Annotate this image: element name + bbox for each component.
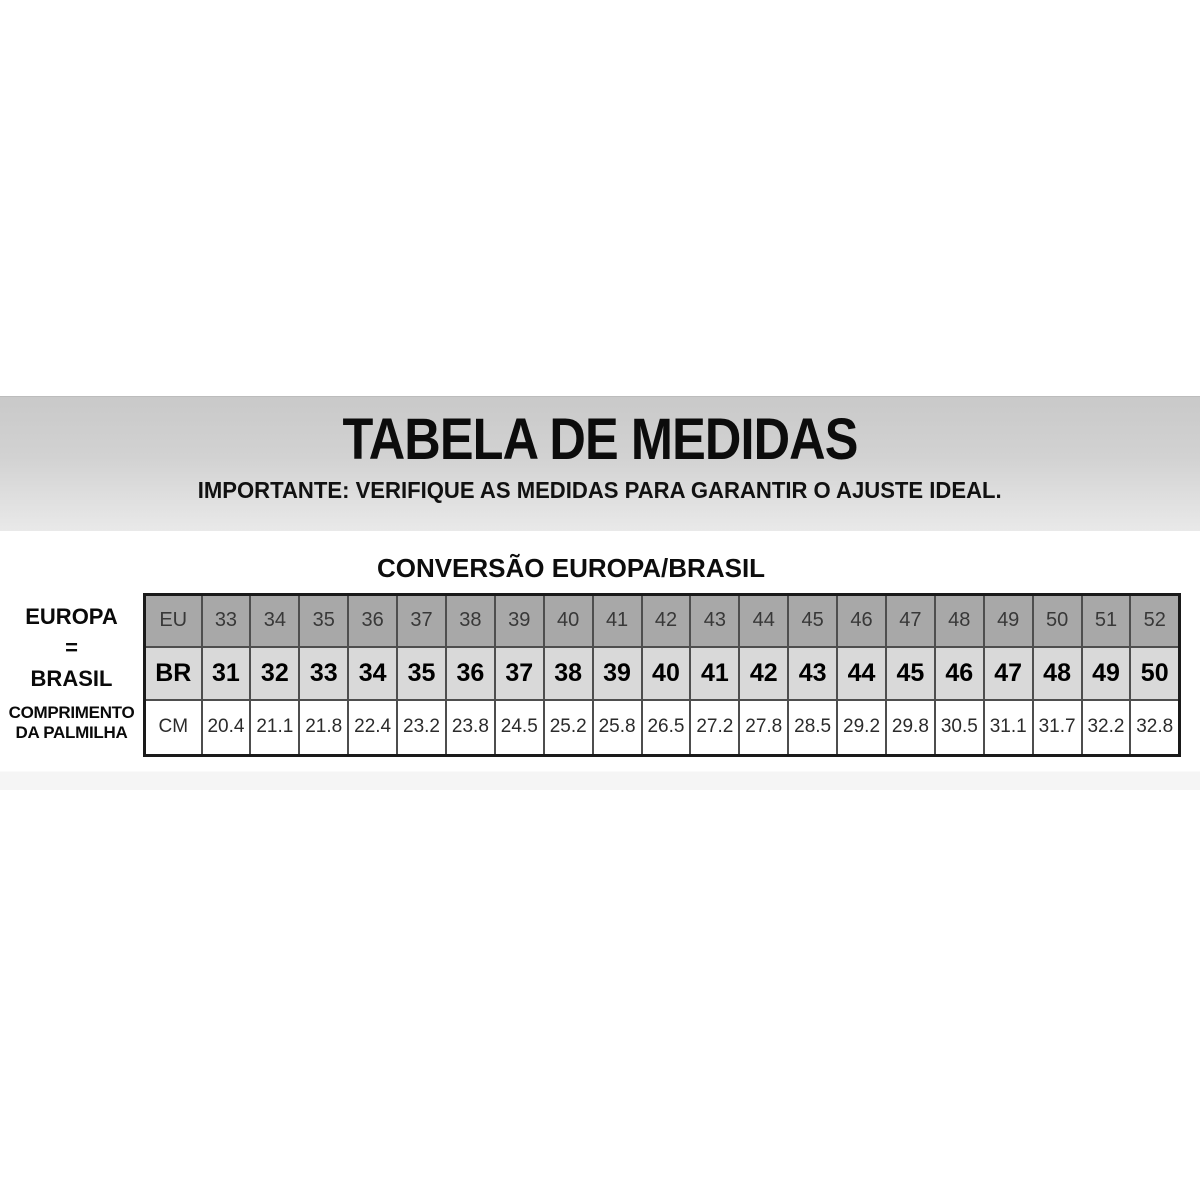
conversion-heading: CONVERSÃO EUROPA/BRASIL (376, 553, 766, 583)
eu-value-cell: 34 (250, 595, 299, 647)
br-value-cell: 33 (299, 647, 348, 700)
br-value-cell: 32 (250, 647, 299, 700)
bottom-divider-strip (0, 771, 1200, 790)
br-value-cell: 40 (642, 647, 691, 700)
br-value-cell: 50 (1130, 647, 1179, 700)
br-value-cell: 31 (202, 647, 251, 700)
cm-value-cell: 26.5 (642, 700, 691, 756)
label-comprimento: COMPRIMENTO (8, 703, 135, 722)
cm-value-cell: 32.2 (1082, 700, 1131, 756)
br-row (145, 647, 1180, 700)
cm-value-cell: 22.4 (348, 700, 397, 756)
eu-value-cell: 37 (397, 595, 446, 647)
label-comprimento-palmilha (0, 703, 143, 743)
eu-value-cell: 35 (299, 595, 348, 647)
br-value-cell: 49 (1082, 647, 1131, 700)
cm-value-cell: 25.8 (593, 700, 642, 756)
br-value-cell: 36 (446, 647, 495, 700)
eu-value-cell: 50 (1033, 595, 1082, 647)
cm-value-cell: 21.1 (250, 700, 299, 756)
br-row-header-cell: BR (145, 647, 202, 700)
cm-value-cell: 27.2 (690, 700, 739, 756)
cm-value-cell: 30.5 (935, 700, 984, 756)
cm-value-cell: 29.2 (837, 700, 886, 756)
br-value-cell: 44 (837, 647, 886, 700)
eu-value-cell: 46 (837, 595, 886, 647)
banner-subtitle (0, 477, 1200, 504)
label-brasil: BRASIL (30, 666, 113, 691)
eu-value-cell: 40 (544, 595, 593, 647)
br-value-cell: 47 (984, 647, 1033, 700)
cm-value-cell: 23.8 (446, 700, 495, 756)
eu-value-cell: 38 (446, 595, 495, 647)
cm-value-cell: 29.8 (886, 700, 935, 756)
br-value-cell: 37 (495, 647, 544, 700)
cm-value-cell: 20.4 (202, 700, 251, 756)
eu-value-cell: 47 (886, 595, 935, 647)
label-europa: EUROPA (25, 604, 118, 629)
cm-row-header-cell: CM (145, 700, 202, 756)
eu-value-cell: 36 (348, 595, 397, 647)
eu-value-cell: 41 (593, 595, 642, 647)
br-value-cell: 38 (544, 647, 593, 700)
eu-value-cell: 43 (690, 595, 739, 647)
br-value-cell: 45 (886, 647, 935, 700)
br-value-cell: 34 (348, 647, 397, 700)
label-equals: = (65, 635, 78, 660)
br-value-cell: 35 (397, 647, 446, 700)
page-title-text: TABELA DE MEDIDAS (342, 407, 858, 472)
label-europa-brasil (0, 601, 143, 694)
eu-value-cell: 51 (1082, 595, 1131, 647)
page-title (0, 407, 1200, 472)
cm-value-cell: 23.2 (397, 700, 446, 756)
eu-row (145, 595, 1180, 647)
eu-value-cell: 48 (935, 595, 984, 647)
br-value-cell: 46 (935, 647, 984, 700)
br-value-cell: 39 (593, 647, 642, 700)
eu-value-cell: 39 (495, 595, 544, 647)
label-da-palmilha: DA PALMILHA (15, 723, 128, 742)
br-value-cell: 41 (690, 647, 739, 700)
eu-value-cell: 45 (788, 595, 837, 647)
banner-subtitle-text: IMPORTANTE: VERIFIQUE AS MEDIDAS PARA GARANTIR O AJUSTE IDEAL. (198, 477, 1002, 503)
cm-value-cell: 32.8 (1130, 700, 1179, 756)
eu-value-cell: 33 (202, 595, 251, 647)
eu-value-cell: 44 (739, 595, 788, 647)
eu-row-header-cell: EU (145, 595, 202, 647)
cm-row (145, 700, 1180, 756)
cm-value-cell: 25.2 (544, 700, 593, 756)
eu-value-cell: 42 (642, 595, 691, 647)
br-value-cell: 43 (788, 647, 837, 700)
cm-value-cell: 31.7 (1033, 700, 1082, 756)
br-value-cell: 48 (1033, 647, 1082, 700)
cm-value-cell: 31.1 (984, 700, 1033, 756)
cm-value-cell: 27.8 (739, 700, 788, 756)
cm-value-cell: 21.8 (299, 700, 348, 756)
br-value-cell: 42 (739, 647, 788, 700)
banner (0, 396, 1200, 531)
size-conversion-table (143, 593, 1181, 757)
cm-value-cell: 24.5 (495, 700, 544, 756)
eu-value-cell: 49 (984, 595, 1033, 647)
cm-value-cell: 28.5 (788, 700, 837, 756)
eu-value-cell: 52 (1130, 595, 1179, 647)
